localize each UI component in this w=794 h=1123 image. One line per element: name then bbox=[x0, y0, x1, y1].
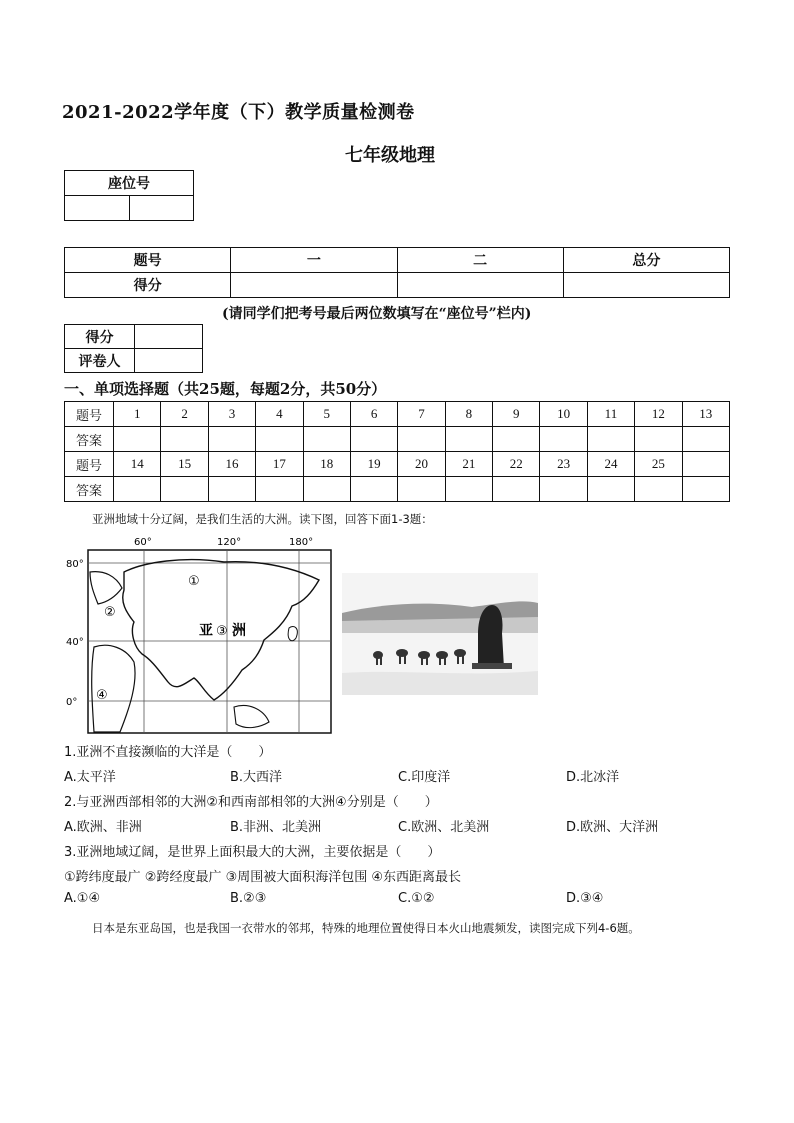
answer-cell[interactable] bbox=[208, 427, 255, 452]
answer-cell[interactable] bbox=[350, 477, 397, 502]
q1-option-c[interactable]: C.印度洋 bbox=[398, 770, 451, 785]
answer-grid-label: 题号 bbox=[65, 402, 114, 427]
q3-option-c[interactable]: C.①② bbox=[398, 891, 435, 906]
answer-grid-label: 答案 bbox=[65, 427, 114, 452]
answer-cell[interactable] bbox=[114, 477, 161, 502]
q1-option-d[interactable]: D.北冰洋 bbox=[566, 770, 620, 785]
answer-cell[interactable] bbox=[303, 477, 350, 502]
question-number-cell: 14 bbox=[114, 452, 161, 477]
question-number-cell: 6 bbox=[350, 402, 397, 427]
question-number-cell: 2 bbox=[161, 402, 208, 427]
question-number-cell: 5 bbox=[303, 402, 350, 427]
question-number-cell: 21 bbox=[445, 452, 492, 477]
answer-cell[interactable] bbox=[682, 427, 730, 452]
asia-label-2: 洲 bbox=[232, 623, 246, 639]
section-title: 一、单项选择题（共25题，每题2分，共50分） bbox=[64, 380, 387, 398]
answer-cell[interactable] bbox=[635, 427, 682, 452]
q3-option-a[interactable]: A.①④ bbox=[64, 891, 101, 906]
question-1-stem: 1.亚洲不直接濒临的大洋是（ ） bbox=[64, 745, 272, 760]
marker-3: ③ bbox=[216, 624, 228, 639]
question-number-cell: 9 bbox=[493, 402, 540, 427]
question-number-cell: 1 bbox=[114, 402, 161, 427]
score-row-label: 得分 bbox=[65, 273, 231, 298]
answer-cell[interactable] bbox=[540, 477, 587, 502]
question-3-stem: 3.亚洲地域辽阔，是世界上面积最大的大洲，主要依据是（ ） bbox=[64, 845, 441, 860]
marker-4: ④ bbox=[96, 688, 108, 703]
question-number-cell: 15 bbox=[161, 452, 208, 477]
seat-number-label: 座位号 bbox=[65, 171, 194, 196]
question-number-cell: 25 bbox=[635, 452, 682, 477]
grader-cell[interactable] bbox=[135, 349, 203, 373]
question-number-cell: 20 bbox=[398, 452, 445, 477]
question-number-cell: 17 bbox=[256, 452, 303, 477]
answer-grid bbox=[64, 401, 730, 502]
answer-cell[interactable] bbox=[587, 477, 634, 502]
question-number-cell: 22 bbox=[493, 452, 540, 477]
asia-map bbox=[64, 532, 334, 737]
score-cell[interactable] bbox=[397, 273, 563, 298]
score-header-cell: 一 bbox=[231, 248, 397, 273]
marker-2: ② bbox=[104, 605, 116, 620]
question-number-cell: 23 bbox=[540, 452, 587, 477]
question-number-cell: 10 bbox=[540, 402, 587, 427]
question-number-cell: 24 bbox=[587, 452, 634, 477]
grader-label: 评卷人 bbox=[65, 349, 135, 373]
q2-option-b[interactable]: B.非洲、北美洲 bbox=[230, 820, 322, 835]
europe-outline bbox=[90, 572, 122, 604]
question-number-cell: 4 bbox=[256, 402, 303, 427]
question-2-stem: 2.与亚洲西部相邻的大洲②和西南部相邻的大洲④分别是（ ） bbox=[64, 795, 438, 810]
answer-cell[interactable] bbox=[682, 477, 730, 502]
q2-option-a[interactable]: A.欧洲、非洲 bbox=[64, 820, 142, 835]
japan-outline bbox=[288, 626, 297, 640]
answer-cell[interactable] bbox=[493, 427, 540, 452]
answer-cell[interactable] bbox=[256, 427, 303, 452]
lon-label: 120° bbox=[217, 537, 242, 548]
score-header-cell: 总分 bbox=[563, 248, 729, 273]
grader-cell[interactable] bbox=[135, 325, 203, 349]
question-number-cell: 3 bbox=[208, 402, 255, 427]
grader-box bbox=[64, 324, 203, 373]
answer-grid-label: 题号 bbox=[65, 452, 114, 477]
reading-intro-2: 日本是东亚岛国，也是我国一衣带水的邻邦，特殊的地理位置使得日本火山地震频发，读图完成下列4-6题。 bbox=[92, 921, 640, 935]
score-header-cell: 题号 bbox=[65, 248, 231, 273]
q1-option-b[interactable]: B.大西洋 bbox=[230, 770, 283, 785]
question-number-cell: 8 bbox=[445, 402, 492, 427]
score-table bbox=[64, 247, 730, 298]
answer-cell[interactable] bbox=[445, 477, 492, 502]
asia-label: 亚 bbox=[199, 623, 213, 639]
question-number-cell: 11 bbox=[587, 402, 634, 427]
grader-label: 得分 bbox=[65, 325, 135, 349]
answer-cell[interactable] bbox=[540, 427, 587, 452]
score-cell[interactable] bbox=[231, 273, 397, 298]
q3-option-b[interactable]: B.②③ bbox=[230, 891, 267, 906]
seat-digit-cell[interactable] bbox=[129, 196, 194, 221]
marker-1: ① bbox=[188, 574, 200, 589]
sled bbox=[472, 663, 512, 669]
sled-driver bbox=[478, 605, 504, 668]
question-number-cell: 16 bbox=[208, 452, 255, 477]
seat-note: (请同学们把考号最后两位数填写在“座位号”栏内) bbox=[222, 306, 532, 322]
answer-cell[interactable] bbox=[303, 427, 350, 452]
seat-digit-cell[interactable] bbox=[65, 196, 130, 221]
answer-cell[interactable] bbox=[161, 427, 208, 452]
exam-subtitle: 七年级地理 bbox=[345, 145, 435, 166]
question-number-cell: 13 bbox=[682, 402, 730, 427]
q2-option-d[interactable]: D.欧洲、大洋洲 bbox=[566, 820, 659, 835]
question-3-statements: ①跨纬度最广 ②跨经度最广 ③周围被大面积海洋包围 ④东西距离最长 bbox=[64, 870, 462, 885]
lon-label: 180° bbox=[289, 537, 314, 548]
seat-number-box bbox=[64, 170, 194, 221]
lat-label: 0° bbox=[66, 697, 78, 708]
island-outline bbox=[234, 705, 269, 727]
question-number-cell bbox=[682, 452, 730, 477]
score-cell[interactable] bbox=[563, 273, 729, 298]
answer-cell[interactable] bbox=[161, 477, 208, 502]
question-number-cell: 12 bbox=[635, 402, 682, 427]
lat-label: 80° bbox=[66, 559, 84, 570]
question-number-cell: 18 bbox=[303, 452, 350, 477]
answer-cell[interactable] bbox=[398, 427, 445, 452]
sled-dog-photo bbox=[342, 573, 538, 695]
q1-option-a[interactable]: A.太平洋 bbox=[64, 770, 116, 785]
score-header-cell: 二 bbox=[397, 248, 563, 273]
answer-cell[interactable] bbox=[493, 477, 540, 502]
lon-label: 60° bbox=[134, 537, 152, 548]
answer-cell[interactable] bbox=[398, 477, 445, 502]
answer-cell[interactable] bbox=[114, 427, 161, 452]
answer-cell[interactable] bbox=[350, 427, 397, 452]
answer-cell[interactable] bbox=[256, 477, 303, 502]
exam-title: 2021-2022学年度（下）教学质量检测卷 bbox=[62, 102, 415, 123]
snow-field bbox=[342, 671, 538, 695]
question-number-cell: 7 bbox=[398, 402, 445, 427]
q2-option-c[interactable]: C.欧洲、北美洲 bbox=[398, 820, 490, 835]
answer-cell[interactable] bbox=[208, 477, 255, 502]
lat-label: 40° bbox=[66, 637, 84, 648]
answer-grid-label: 答案 bbox=[65, 477, 114, 502]
answer-cell[interactable] bbox=[445, 427, 492, 452]
answer-cell[interactable] bbox=[635, 477, 682, 502]
reading-intro-1: 亚洲地域十分辽阔，是我们生活的大洲。读下图，回答下面1-3题： bbox=[92, 512, 433, 526]
q3-option-d[interactable]: D.③④ bbox=[566, 891, 604, 906]
question-number-cell: 19 bbox=[350, 452, 397, 477]
answer-cell[interactable] bbox=[587, 427, 634, 452]
